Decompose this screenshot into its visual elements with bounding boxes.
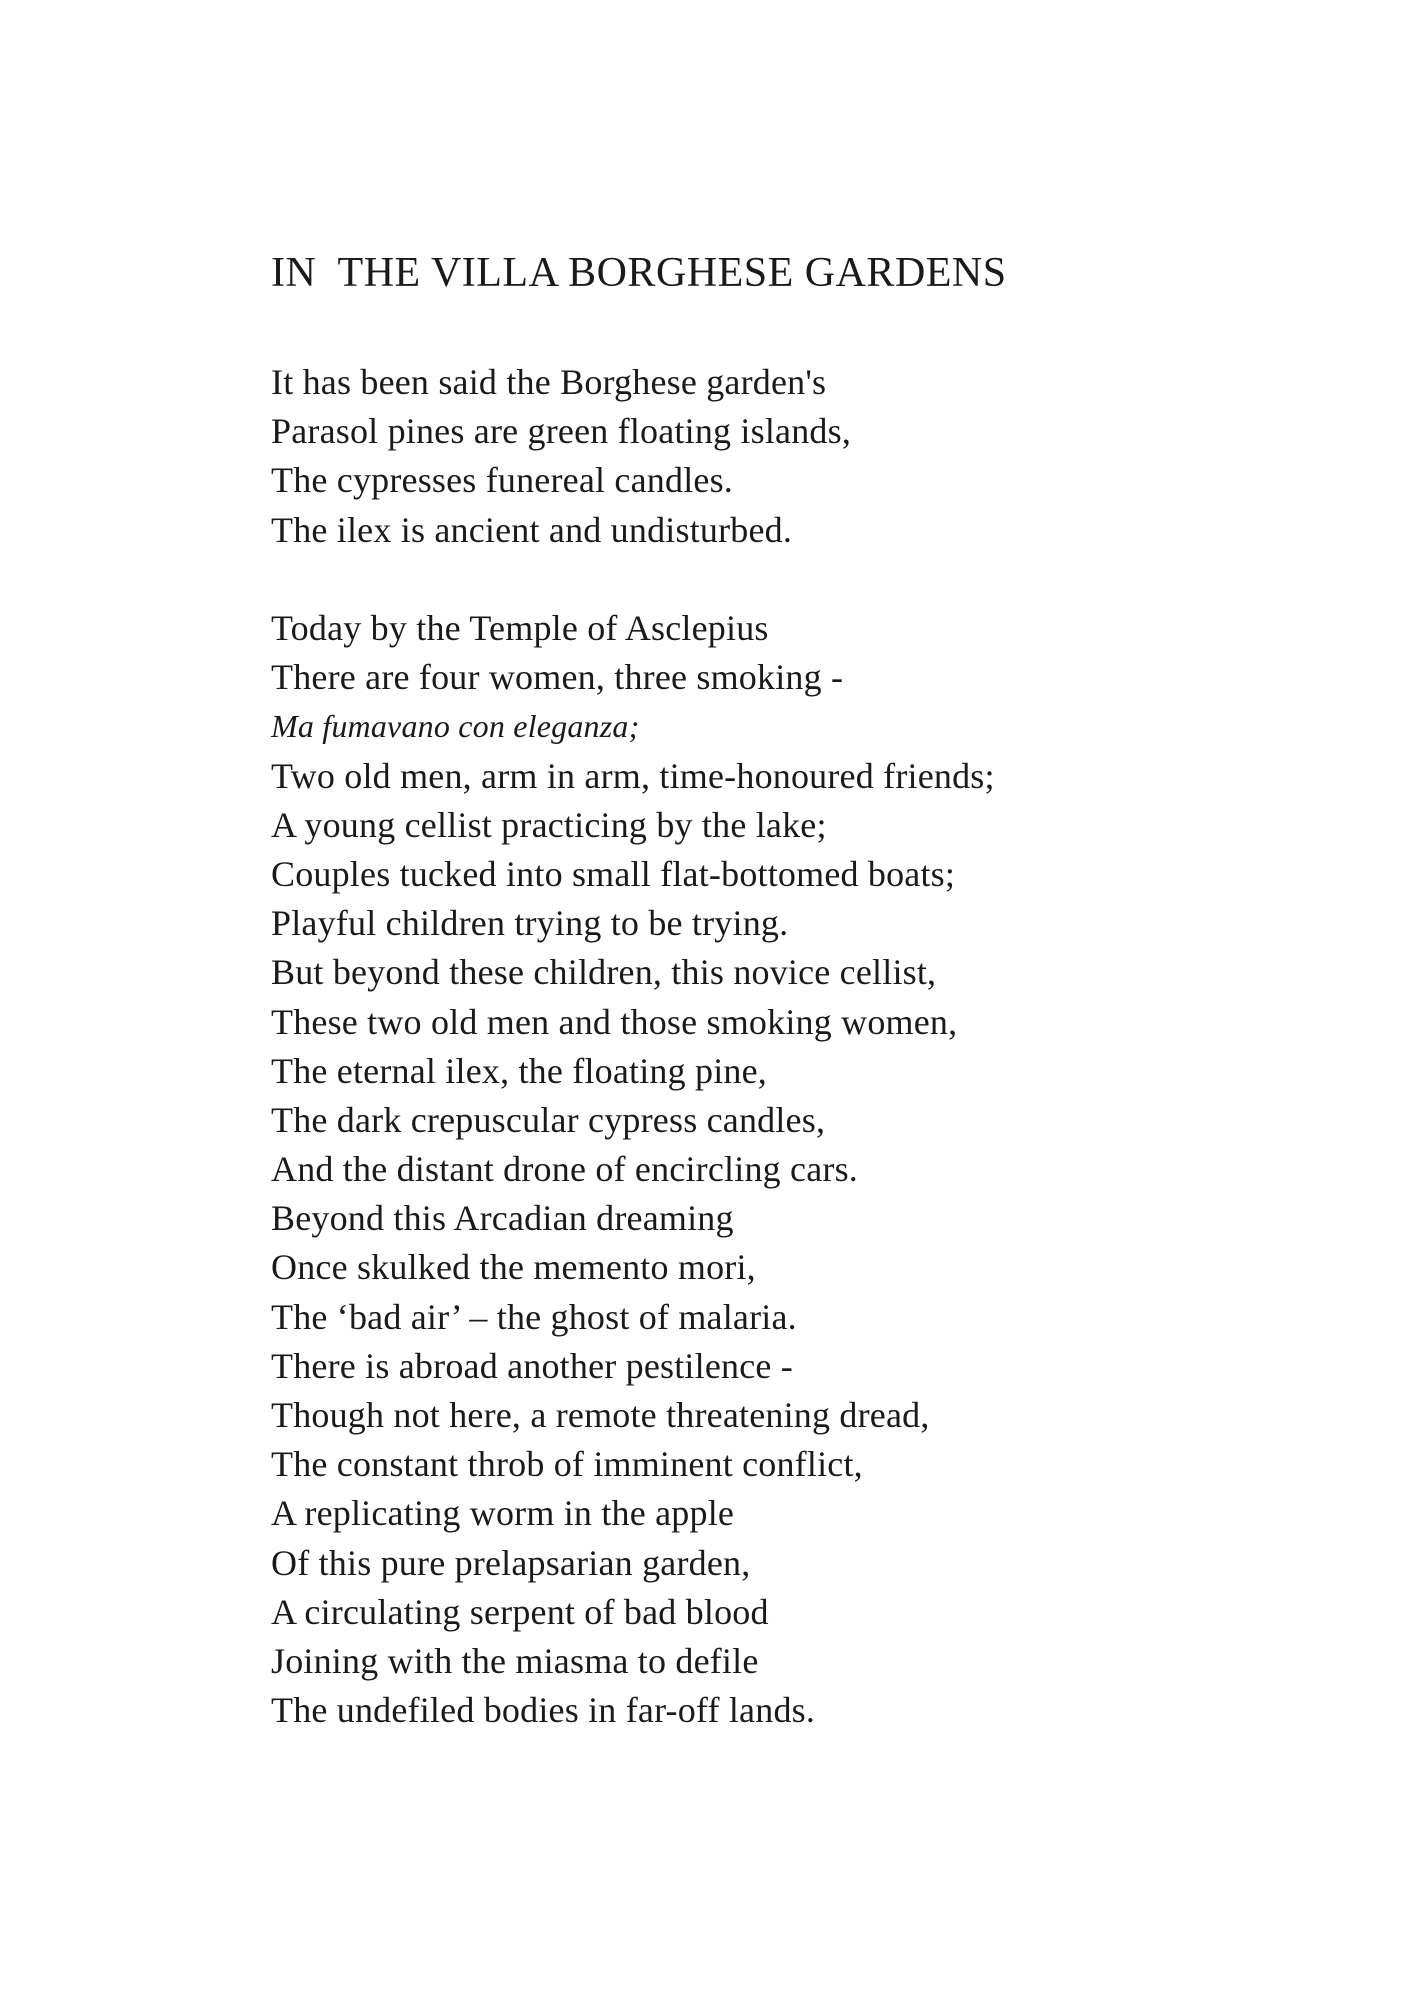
stanza-2: [271, 604, 995, 1735]
poem-line: Parasol pines are green floating islands,: [271, 411, 852, 452]
poem-line: Two old men, arm in arm, time-honoured friends;: [271, 755, 995, 796]
poem-line: The cypresses funereal candles.: [271, 460, 733, 501]
poem-line: The ‘bad air’ – the ghost of malaria.: [271, 1296, 797, 1337]
poem-line: The dark crepuscular cypress candles,: [271, 1099, 826, 1140]
poem-line: The undefiled bodies in far-off lands.: [271, 1690, 816, 1731]
poem-line: And the distant drone of encircling cars.: [271, 1149, 859, 1190]
poem-line: Of this pure prelapsarian garden,: [271, 1542, 751, 1583]
poem-title: IN THE VILLA BORGHESE GARDENS: [271, 250, 1007, 296]
poem-line: A replicating worm in the apple: [271, 1493, 735, 1534]
poem-line: But beyond these children, this novice cellist,: [271, 952, 937, 993]
poem-line: A circulating serpent of bad blood: [271, 1591, 769, 1632]
poem-line: A young cellist practicing by the lake;: [271, 804, 827, 845]
poem-line: The eternal ilex, the floating pine,: [271, 1050, 768, 1091]
poem-line: There is abroad another pestilence -: [271, 1345, 793, 1386]
poem-line: Couples tucked into small flat-bottomed boats;: [271, 853, 956, 894]
poem-line: Though not here, a remote threatening dread,: [271, 1395, 930, 1435]
poem-line: It has been said the Borghese garden's: [271, 362, 827, 402]
poem-line: These two old men and those smoking women,: [271, 1001, 958, 1042]
poem-line: The ilex is ancient and undisturbed.: [271, 509, 793, 550]
poem-line: Beyond this Arcadian dreaming: [271, 1198, 734, 1239]
poem-line: Once skulked the memento mori,: [271, 1247, 756, 1288]
poem-line: Playful children trying to be trying.: [271, 903, 789, 944]
stanza-1: [271, 358, 851, 555]
poem-line-italic: Ma fumavano con eleganza;: [271, 708, 640, 745]
poem-line: The constant throb of imminent conflict,: [271, 1444, 863, 1485]
poem-line: Today by the Temple of Asclepius: [271, 608, 769, 648]
poem-line: There are four women, three smoking -: [271, 657, 844, 698]
poem-line: Joining with the miasma to defile: [271, 1640, 759, 1681]
